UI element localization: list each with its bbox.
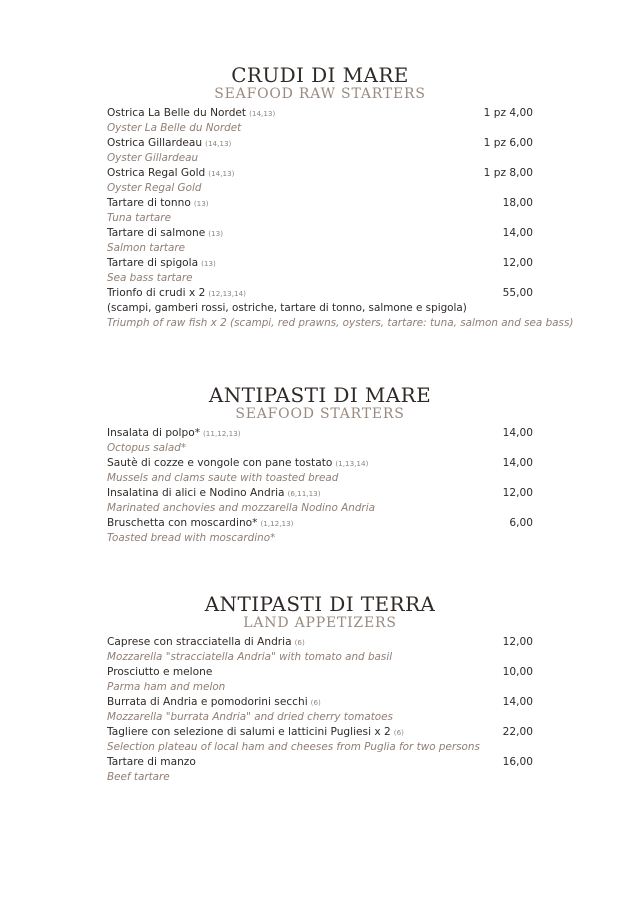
item-allergens: (1,12,13) [260,519,294,528]
item-translation: Salmon tartare [107,242,186,254]
item-price: 14,00 [502,227,533,239]
item-allergens: (14,13) [249,109,276,118]
item-description: (scampi, gamberi rossi, ostriche, tartare di tonno, salmone e spigola) [107,302,467,314]
item-name: Ostrica Regal Gold [107,167,206,179]
item-allergens: (6) [310,698,321,707]
item-translation: Tuna tartare [107,212,171,224]
item-translation: Beef tartare [107,771,170,783]
item-name: Caprese con stracciatella di Andria [107,636,292,648]
item-allergens: (12,13,14) [208,289,246,298]
section-subtitle: LAND APPETIZERS [243,615,397,631]
item-allergens: (6,11,13) [287,489,321,498]
menu-item [107,196,533,226]
menu-item [107,256,533,286]
menu-item [107,695,533,725]
item-translation: Oyster Regal Gold [107,182,202,194]
menu-item [107,166,533,196]
item-translation: Mozzarella "burrata Andria" and dried cherry tomatoes [107,711,393,723]
menu-list [107,106,574,331]
item-name: Tartare di manzo [107,756,196,768]
menu-item [107,486,533,516]
menu-item [107,516,533,546]
item-translation: Selection plateau of local ham and cheeses from Puglia for two persons [107,741,480,753]
item-allergens: (1,13,14) [335,459,369,468]
item-translation: Marinated anchovies and mozzarella Nodino Andria [107,502,375,514]
item-allergens: (13) [193,199,209,208]
menu-item [107,755,533,785]
item-allergens: (6) [294,638,305,647]
section-antipasti-di-mare [0,384,640,546]
section-subtitle: SEAFOOD STARTERS [235,406,405,422]
item-name: Ostrica La Belle du Nordet [107,107,247,119]
item-translation: Mussels and clams saute with toasted bread [107,472,339,484]
menu-item [107,725,533,755]
item-name: Trionfo di crudi x 2 [107,287,206,299]
item-allergens: (13) [201,259,216,268]
section-crudi-di-mare [0,64,640,331]
item-price: 14,00 [502,696,533,708]
section-antipasti-di-terra [0,593,640,785]
section-title: ANTIPASTI DI TERRA [204,592,436,616]
item-price: 22,00 [502,726,533,738]
item-translation: Toasted bread with moscardino* [107,532,276,544]
item-allergens: (14,13) [205,139,232,148]
item-price: 18,00 [502,197,533,209]
item-name: Insalata di polpo* [107,427,200,439]
item-name: Tartare di tonno [107,197,191,209]
item-translation: Octopus salad* [107,442,187,454]
item-translation: Oyster La Belle du Nordet [107,122,242,134]
item-allergens: (11,12,13) [203,429,241,438]
menu-list [107,426,533,546]
menu-item [107,665,533,695]
item-price: 14,00 [502,457,533,469]
item-name: Bruschetta con moscardino* [107,517,258,529]
item-allergens: (6) [393,728,404,737]
menu-item [107,226,533,256]
item-allergens: (13) [208,229,224,238]
item-price: 1 pz 6,00 [483,137,533,149]
item-price: 12,00 [502,636,533,648]
item-price: 1 pz 8,00 [483,167,533,179]
item-name: Tagliere con selezione di salumi e latticini Pugliesi x 2 [107,726,391,738]
item-name: Sautè di cozze e vongole con pane tostato [107,457,333,469]
item-price: 16,00 [502,756,533,768]
item-name: Prosciutto e melone [107,666,213,678]
item-translation: Mozzarella "stracciatella Andria" with tomato and basil [107,651,393,663]
item-translation: Sea bass tartare [107,272,193,284]
item-name: Ostrica Gillardeau [107,137,203,149]
section-subtitle: SEAFOOD RAW STARTERS [214,86,426,102]
menu-item [107,635,533,665]
section-title: CRUDI DI MARE [231,63,409,87]
item-price: 12,00 [502,257,533,269]
item-translation: Triumph of raw fish x 2 (scampi, red prawns, oysters, tartare: tuna, salmon and sea bass) [107,317,574,329]
item-name: Insalatina di alici e Nodino Andria [107,487,285,499]
section-title: ANTIPASTI DI MARE [208,383,432,407]
menu-item [107,106,533,136]
menu-item [107,136,533,166]
menu-item [107,456,533,486]
item-price: 14,00 [502,427,533,439]
item-translation: Oyster Gillardeau [107,152,199,164]
item-name: Burrata di Andria e pomodorini secchi [107,696,308,708]
item-price: 12,00 [502,487,533,499]
item-price: 10,00 [502,666,533,678]
item-allergens: (14,13) [208,169,235,178]
menu-list [107,635,533,785]
menu-item [107,426,533,456]
item-name: Tartare di salmone [107,227,206,239]
menu-item [107,286,574,331]
item-price: 1 pz 4,00 [483,107,533,119]
item-translation: Parma ham and melon [107,681,226,693]
item-price: 55,00 [502,287,533,299]
item-name: Tartare di spigola [107,257,199,269]
item-price: 6,00 [509,517,533,529]
